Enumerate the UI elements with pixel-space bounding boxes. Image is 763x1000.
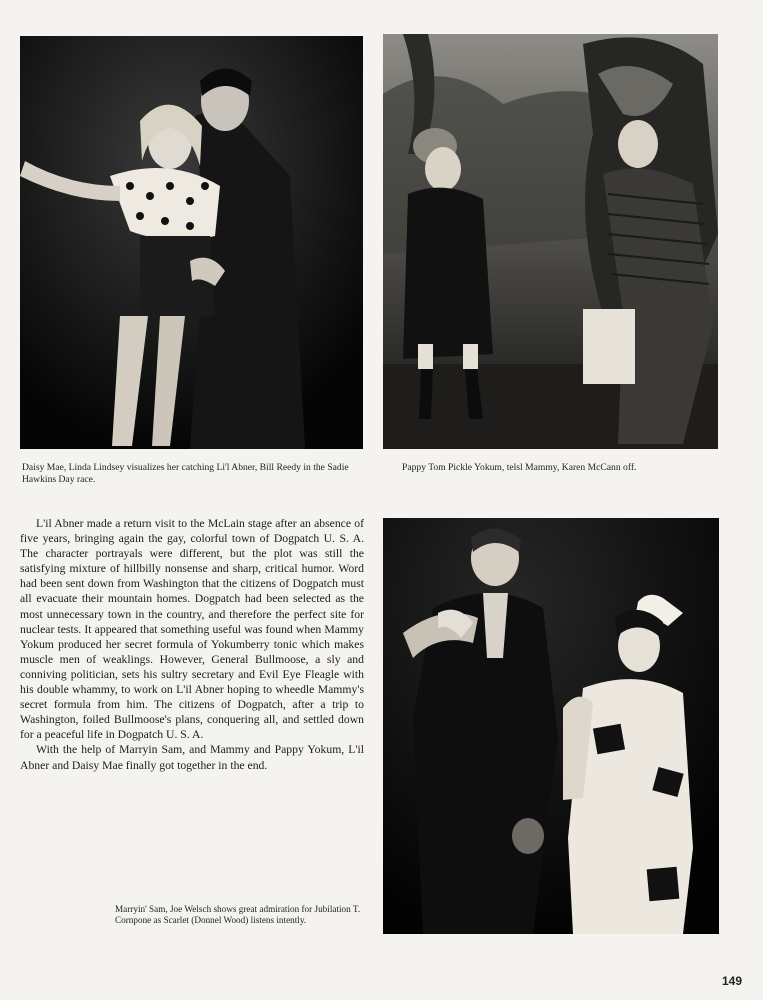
article-body (20, 516, 364, 773)
page-number: 149 (721, 974, 742, 988)
photo-caption: Marryin' Sam, Joe Welsch shows great admiration for Jubilation T. Cornpone as Scarlet (Donnel Wood) listens intently. (115, 904, 361, 925)
article-paragraph: With the help of Marryin Sam, and Mammy and Pappy Yokum, L'il Abner and Daisy Mae finally got together in the end. (20, 743, 364, 772)
stage-photo-image (383, 518, 719, 934)
photo-daisy-mae-and-lil-abner (20, 36, 363, 449)
photo-caption: Pappy Tom Pickle Yokum, telsl Mammy, Karen McCann off. (402, 462, 637, 473)
photo-pappy-and-mammy-yokum (383, 34, 718, 449)
stage-photo-image (20, 36, 363, 449)
photo-caption: Daisy Mae, Linda Lindsey visualizes her catching Li'l Abner, Bill Reedy in the Sadie Hawkins Day race. (22, 462, 349, 485)
article-paragraph: L'il Abner made a return visit to the McLain stage after an absence of five years, bringing again the gay, colorful town of Dogpatch U. S. A. The character portrayals were different, but the plot was still the satisfying mixture of hillbilly nonsense and sharp, critical humor. Word had been sent down from Washington that the citizens of Dogpatch must all evacuate their mountain homes. Dogpatch had been selected as the most unnecessary town in the country, and therefore the perfect site for nuclear tests. It appeared that something useful was found when Mammy Yokum produced her secret formula of Yokumberry tonic which makes muscle men of weaklings. However, General Bullmoose, a sly and conniving politician, sets his sultry secretary and Evil Eye Fleagle with his double whammy, to work on L'il Abner hoping to wheedle Mammy's secret formula from him. The citizens of Dogpatch, after a trip to Washington, foiled Bullmoose's plans, conquering all, and settled down for a peaceful life in Dogpatch U. S. A. (20, 517, 364, 742)
stage-photo-image (383, 34, 718, 449)
